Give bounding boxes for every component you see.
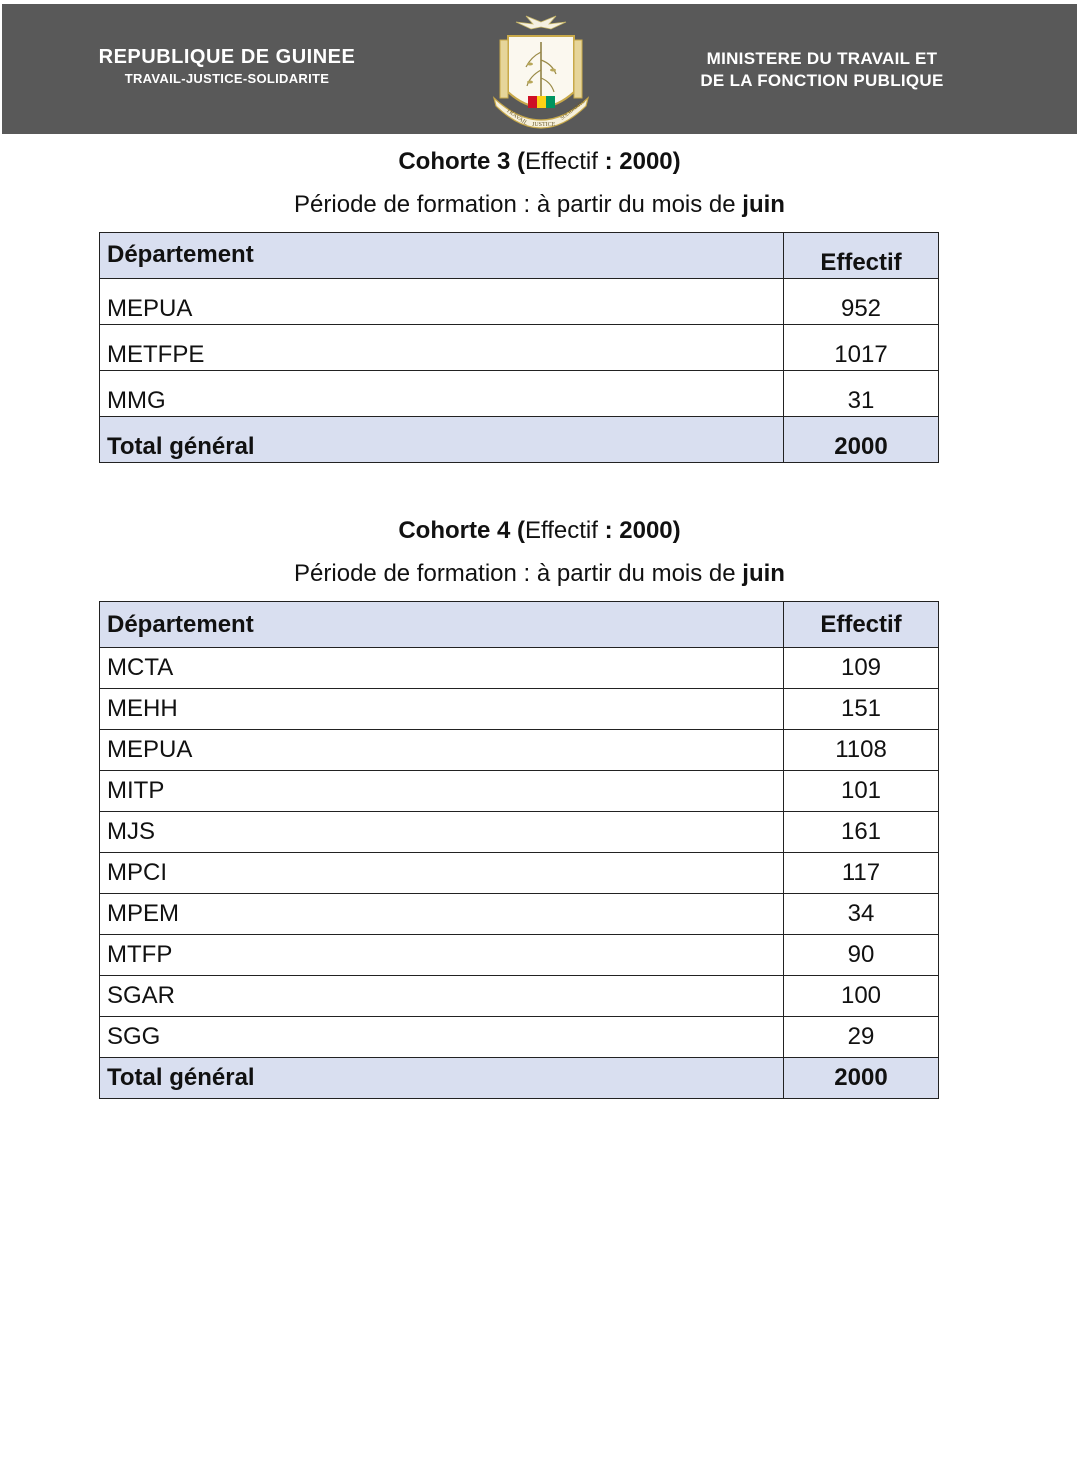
dept-cell: MJS xyxy=(100,812,784,853)
table-header-row xyxy=(100,602,939,648)
dept-cell: MITP xyxy=(100,771,784,812)
table-row xyxy=(100,648,939,689)
country-block xyxy=(82,46,372,86)
effectif-cell: 952 xyxy=(784,279,939,325)
dept-cell: MPCI xyxy=(100,853,784,894)
dept-cell: MEPUA xyxy=(100,730,784,771)
table-row xyxy=(100,976,939,1017)
dept-cell: MTFP xyxy=(100,935,784,976)
table-row xyxy=(100,812,939,853)
ministry-line-1: MINISTERE DU TRAVAIL ET xyxy=(706,49,938,68)
svg-text:SOLIDARITE: SOLIDARITE xyxy=(560,99,587,122)
table-row xyxy=(100,894,939,935)
svg-text:JUSTICE: JUSTICE xyxy=(532,122,556,128)
table-total-row xyxy=(100,1058,939,1099)
dept-cell: MCTA xyxy=(100,648,784,689)
cohorte-3-period-text: Période de formation : à partir du mois de xyxy=(294,191,743,218)
cohorte-4-title xyxy=(0,517,1079,545)
total-label: Total général xyxy=(100,417,784,463)
table-row xyxy=(100,853,939,894)
cohorte-3-period xyxy=(0,191,1079,219)
col-header-departement: Département xyxy=(100,602,784,648)
guinea-coat-of-arms-icon xyxy=(486,12,596,134)
effectif-cell: 29 xyxy=(784,1017,939,1058)
effectif-cell: 161 xyxy=(784,812,939,853)
total-label: Total général xyxy=(100,1058,784,1099)
total-value: 2000 xyxy=(784,417,939,463)
dept-cell: SGAR xyxy=(100,976,784,1017)
cohorte-3-title xyxy=(0,148,1079,176)
table-row xyxy=(100,730,939,771)
country-title: REPUBLIQUE DE GUINEE xyxy=(98,46,356,68)
dept-cell: METFPE xyxy=(100,325,784,371)
effectif-cell: 100 xyxy=(784,976,939,1017)
table-row xyxy=(100,371,939,417)
effectif-cell: 109 xyxy=(784,648,939,689)
cohorte-4-title-bold: Cohorte 4 ( xyxy=(398,517,525,544)
cohorte-3-title-count: : 2000) xyxy=(597,148,681,175)
table-row xyxy=(100,935,939,976)
dept-cell: SGG xyxy=(100,1017,784,1058)
effectif-cell: 31 xyxy=(784,371,939,417)
dept-cell: MEHH xyxy=(100,689,784,730)
effectif-cell: 151 xyxy=(784,689,939,730)
cohorte-3-title-normal: Effectif xyxy=(525,148,598,175)
effectif-cell: 101 xyxy=(784,771,939,812)
table-total-row xyxy=(100,417,939,463)
table-row xyxy=(100,279,939,325)
country-motto: TRAVAIL-JUSTICE-SOLIDARITE xyxy=(124,71,330,86)
ministry-block xyxy=(672,48,972,92)
table-row xyxy=(100,771,939,812)
svg-text:TRAVAIL: TRAVAIL xyxy=(504,107,529,127)
cohorte-3-title-bold: Cohorte 3 ( xyxy=(398,148,525,175)
dept-cell: MEPUA xyxy=(100,279,784,325)
effectif-cell: 1108 xyxy=(784,730,939,771)
effectif-cell: 34 xyxy=(784,894,939,935)
effectif-cell: 1017 xyxy=(784,325,939,371)
cohorte-3-period-month: juin xyxy=(742,191,785,218)
effectif-cell: 117 xyxy=(784,853,939,894)
table-row xyxy=(100,325,939,371)
total-value: 2000 xyxy=(784,1058,939,1099)
col-header-effectif: Effectif xyxy=(784,602,939,648)
cohorte-4-period-month: juin xyxy=(742,560,785,587)
cohorte-4-table xyxy=(99,601,939,1099)
table-header-row xyxy=(100,233,939,279)
dept-cell: MMG xyxy=(100,371,784,417)
ministry-line-2: DE LA FONCTION PUBLIQUE xyxy=(700,71,944,90)
col-header-effectif: Effectif xyxy=(784,233,939,279)
dept-cell: MPEM xyxy=(100,894,784,935)
cohorte-4-period-text: Période de formation : à partir du mois de xyxy=(294,560,743,587)
cohorte-4-title-count: : 2000) xyxy=(597,517,681,544)
cohorte-4-period xyxy=(0,560,1079,588)
header-banner xyxy=(2,4,1077,134)
cohorte-4-title-normal: Effectif xyxy=(525,517,598,544)
col-header-departement: Département xyxy=(100,233,784,279)
cohorte-3-table xyxy=(99,232,939,463)
table-row xyxy=(100,1017,939,1058)
table-row xyxy=(100,689,939,730)
effectif-cell: 90 xyxy=(784,935,939,976)
